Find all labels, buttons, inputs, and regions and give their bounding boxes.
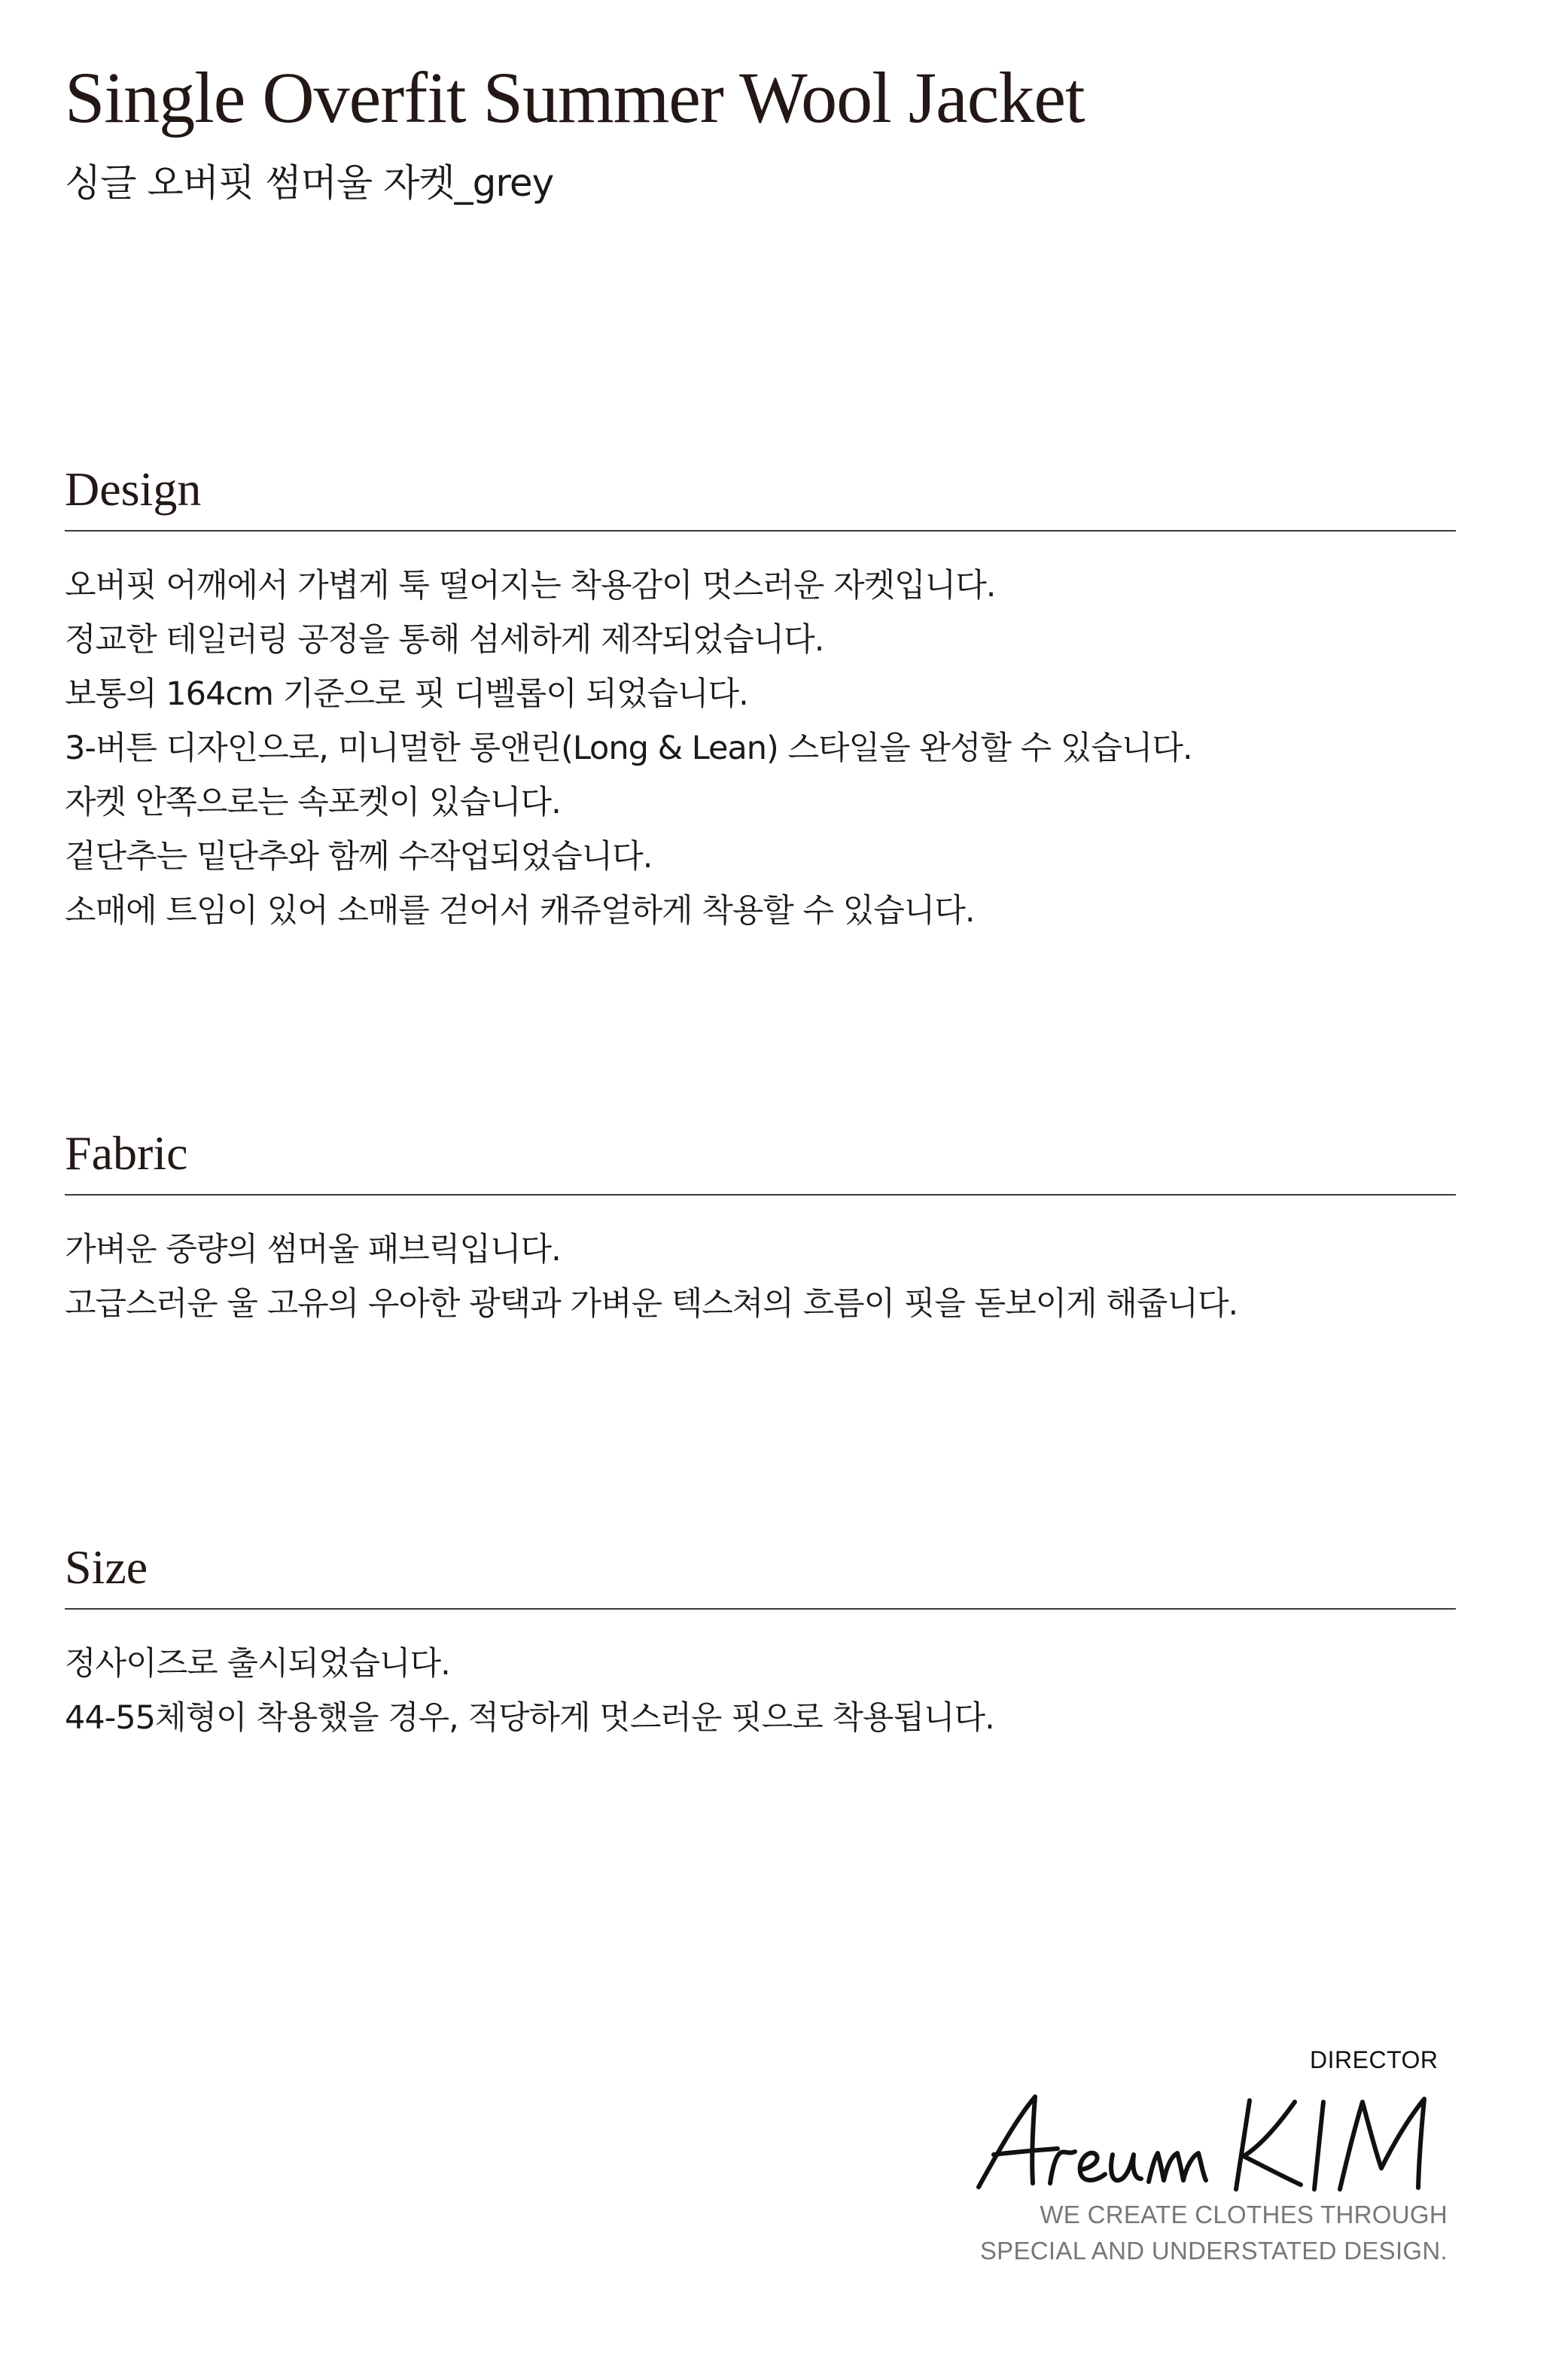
fabric-heading: Fabric [65,1129,1456,1196]
tagline [980,2197,1448,2269]
size-heading: Size [65,1543,1456,1610]
design-line: 정교한 테일러링 공정을 통해 섬세하게 제작되었습니다. [65,621,824,659]
design-line: 3-버튼 디자인으로, 미니멀한 롱앤린(Long & Lean) 스타일을 완성할 수 있습니다. [65,730,1192,767]
size-section [65,1540,1456,1745]
size-lines [65,1637,1456,1745]
design-line: 자켓 안쪽으로는 속포켓이 있습니다. [65,784,561,821]
design-line: 보통의 164cm 기준으로 핏 디벨롭이 되었습니다. [65,675,748,713]
design-heading: Design [65,465,1456,532]
design-lines [65,559,1456,938]
director-signature [964,2085,1445,2198]
design-line: 소매에 트임이 있어 소매를 걷어서 캐쥬얼하게 착용할 수 있습니다. [65,892,975,930]
tagline-line: WE CREATE CLOTHES THROUGH [1040,2201,1448,2228]
design-line: 겉단추는 밑단추와 함께 수작업되었습니다. [65,838,653,876]
design-line: 오버핏 어깨에서 가볍게 툭 떨어지는 착용감이 멋스러운 자켓입니다. [65,567,996,605]
fabric-line: 고급스러운 울 고유의 우아한 광택과 가벼운 텍스쳐의 흐름이 핏을 돋보이게 해줍니다. [65,1285,1238,1323]
fabric-lines [65,1223,1456,1331]
director-label: DIRECTOR [1310,2046,1439,2073]
tagline-line: SPECIAL AND UNDERSTATED DESIGN. [979,2237,1448,2265]
fabric-section [65,1126,1456,1331]
page-subtitle: 싱글 오버핏 썸머울 자켓_grey [65,161,554,205]
fabric-line: 가벼운 중량의 썸머울 패브릭입니다. [65,1231,561,1269]
page-title: Single Overfit Summer Wool Jacket [65,57,1085,138]
design-section [65,462,1456,938]
size-line: 정사이즈로 출시되었습니다. [65,1645,450,1683]
size-line: 44-55체형이 착용했을 경우, 적당하게 멋스러운 핏으로 착용됩니다. [65,1699,994,1737]
